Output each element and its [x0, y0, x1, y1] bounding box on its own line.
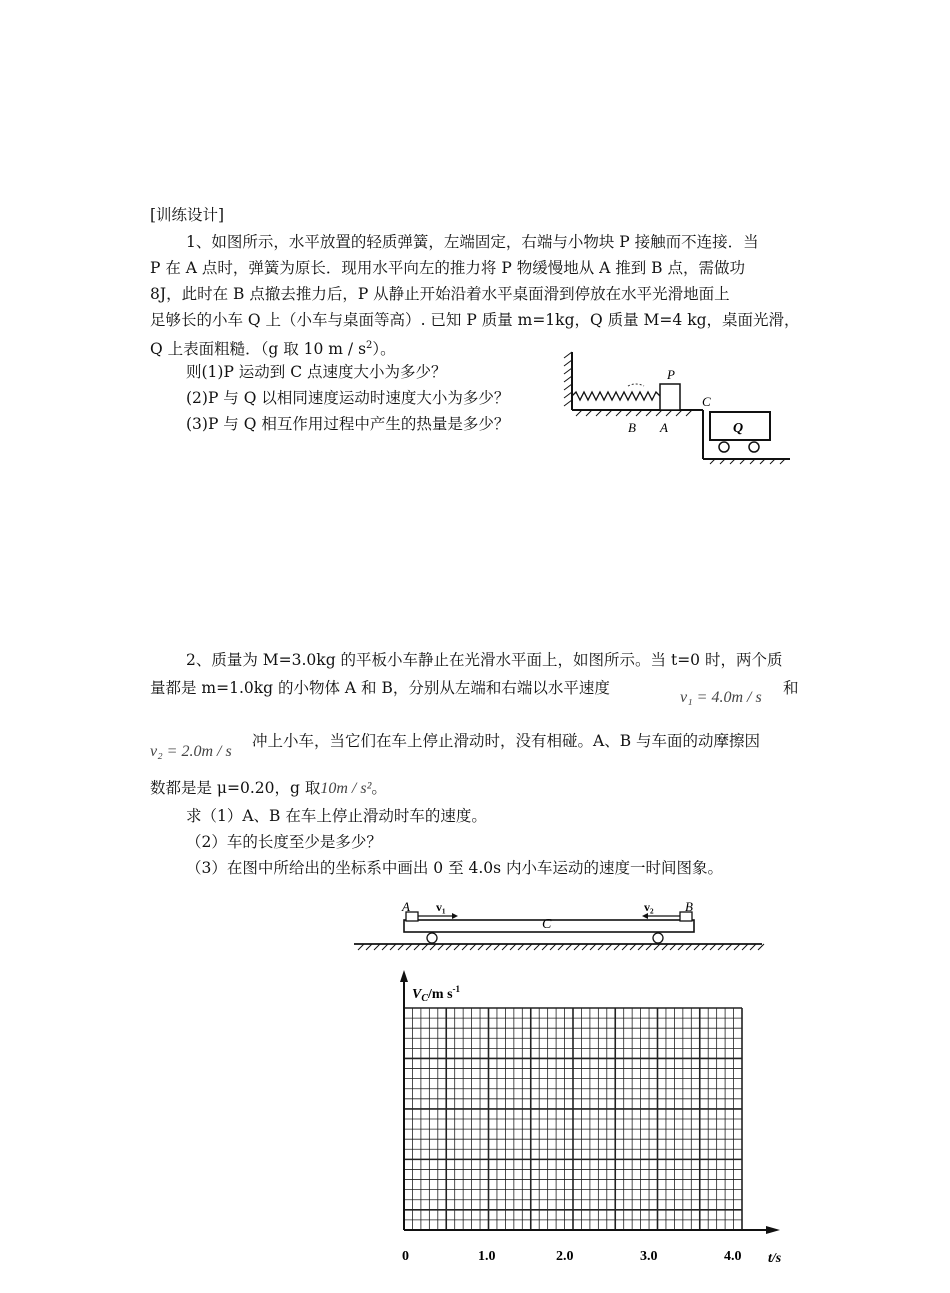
label-q: Q [733, 421, 744, 436]
ground-hatch-mark [710, 944, 716, 950]
ground-hatch-mark [670, 944, 676, 950]
ground-hatch-mark [566, 944, 572, 950]
problem1-question-1: 则(1)P 运动到 C 点速度大小为多少？ [186, 363, 447, 381]
velocity-time-grid [390, 968, 800, 1268]
problem2-question-3: （3）在图中所给出的坐标系中画出 0 至 4.0s 内小车运动的速度一时间图象。 [186, 859, 724, 877]
problem1-line-5-end: ）。 [372, 340, 396, 359]
ground-hatch-mark [494, 944, 500, 950]
problem1-line-1: 1、如图所示，水平放置的轻质弹簧，左端固定，右端与小物块 P 接触而不连接．当 [186, 233, 759, 251]
ground-hatch-mark [526, 944, 532, 950]
problem1-line-5 [150, 336, 396, 359]
problem2-line-1: 2、质量为 M=3.0kg 的平板小车静止在光滑水平面上，如图所示。当 t=0 时，两个质 [186, 651, 783, 669]
ground-hatch-mark [414, 944, 420, 950]
x-axis-label: t/s [768, 1251, 782, 1266]
ground-hatch-mark [702, 944, 708, 950]
ground-hatch-mark [510, 944, 516, 950]
x-tick-2: 2.0 [556, 1249, 574, 1264]
ground-hatch-mark [678, 944, 684, 950]
ground-hatch-mark [598, 944, 604, 950]
ground-hatch-mark [686, 944, 692, 950]
ground-hatch-mark [502, 944, 508, 950]
ground-hatch-mark [614, 944, 620, 950]
problem1-line-5-sup: 2 [366, 340, 373, 351]
ground-hatch-mark [638, 944, 644, 950]
label-c: C [702, 394, 711, 409]
ground-hatch-mark [622, 944, 628, 950]
board-label-a: A [402, 899, 410, 914]
ground-hatch-mark [398, 944, 404, 950]
ground-hatch-mark [606, 944, 612, 950]
ground-hatch-mark [734, 944, 740, 950]
board-label-b: B [685, 899, 693, 914]
ground-hatch-mark [534, 944, 540, 950]
problem2-line-4 [150, 778, 387, 799]
y-axis-label-sub: C [421, 993, 429, 1004]
ground-hatch-mark [454, 944, 460, 950]
ground-hatch-mark [662, 944, 668, 950]
ground-hatch-mark [390, 944, 396, 950]
ground-hatch-mark [406, 944, 412, 950]
v1-formula: v₁ = 4.0m / s [680, 689, 762, 706]
spring-cart-figure [560, 348, 800, 468]
svg-text:VC/m s-1 [412, 984, 461, 1004]
ground-hatch-mark [574, 944, 580, 950]
label-p: P [667, 367, 675, 382]
x-tick-1: 1.0 [478, 1249, 496, 1264]
ground-hatch-mark [694, 944, 700, 950]
ground-hatch-mark [654, 944, 660, 950]
board-figure [350, 898, 770, 958]
problem1-line-4: 足够长的小车 Q 上（小车与桌面等高）. 已知 P 质量 m=1kg，Q 质量 M=4 kg，桌面光滑， [150, 311, 800, 329]
problem2-question-2: （2）车的长度至少是多少？ [186, 833, 382, 851]
y-axis-unit: /m s [428, 987, 453, 1002]
ground-hatch-mark [542, 944, 548, 950]
label-a: A [660, 420, 668, 435]
ground-hatch-mark [462, 944, 468, 950]
ground-hatch-mark [550, 944, 556, 950]
v2-formula: v₂ = 2.0m / s [150, 743, 232, 760]
section-title: [训练设计] [150, 206, 225, 224]
ground-hatch-mark [742, 944, 748, 950]
ground-hatch-mark [590, 944, 596, 950]
board-label-v2: v₂ [644, 900, 654, 914]
ground-hatch-mark [646, 944, 652, 950]
x-tick-4: 4.0 [724, 1249, 742, 1264]
problem1-line-3: 8J，此时在 B 点撤去推力后，P 从静止开始沿着水平桌面滑到停放在水平光滑地面上 [150, 285, 730, 303]
ground-hatch-mark [446, 944, 452, 950]
ground-hatch-mark [358, 944, 364, 950]
ground-hatch-mark [374, 944, 380, 950]
label-b: B [628, 420, 636, 435]
ground-hatch-mark [382, 944, 388, 950]
problem2-line-4-text: 数都是是 μ=0.20，g 取 [150, 779, 321, 797]
ground-hatch-mark [718, 944, 724, 950]
ground-hatch-mark [758, 944, 764, 950]
ground-hatch-mark [486, 944, 492, 950]
problem2-line-2-end: 和 [783, 679, 799, 697]
problem1-line-5-text: Q 上表面粗糙．（g 取 10 m / s [150, 340, 367, 359]
ground-hatch-mark [750, 944, 756, 950]
problem2-line-4-end: 。 [371, 779, 387, 797]
problem1-question-2: (2)P 与 Q 以相同速度运动时速度大小为多少？ [186, 389, 510, 407]
problem1-question-3: (3)P 与 Q 相互作用过程中产生的热量是多少？ [186, 415, 510, 433]
ground-hatch-mark [430, 944, 436, 950]
ground-hatch-mark [470, 944, 476, 950]
board-label-v1: v₁ [436, 900, 446, 914]
problem1-line-2: P 在 A 点时，弹簧为原长．现用水平向左的推力将 P 物缓慢地从 A 推到 B 点，需做功 [150, 259, 745, 277]
ground-hatch-mark [518, 944, 524, 950]
ground-hatch-mark [478, 944, 484, 950]
ground-hatch-mark [726, 944, 732, 950]
ground-hatch-mark [558, 944, 564, 950]
problem2-question-1: 求（1）A、B 在车上停止滑动时车的速度。 [186, 807, 487, 825]
y-axis-label: V [412, 987, 422, 1002]
problem2-line-3: 冲上小车，当它们在车上停止滑动时，没有相碰。A、B 与车面的动摩擦因 [252, 732, 761, 750]
x-tick-3: 3.0 [640, 1249, 658, 1264]
board-label-c: C [542, 917, 552, 932]
ground-hatch-mark [630, 944, 636, 950]
ground-hatch-mark [582, 944, 588, 950]
ground-hatch-mark [366, 944, 372, 950]
ground-hatch-mark [438, 944, 444, 950]
problem2-line-2: 量都是 m=1.0kg 的小物体 A 和 B，分别从左端和右端以水平速度 [150, 679, 610, 697]
g-formula: 10m / s² [320, 780, 372, 797]
ground-hatch-mark [422, 944, 428, 950]
x-tick-0: 0 [402, 1249, 409, 1264]
y-axis-unit-sup: -1 [452, 984, 461, 994]
